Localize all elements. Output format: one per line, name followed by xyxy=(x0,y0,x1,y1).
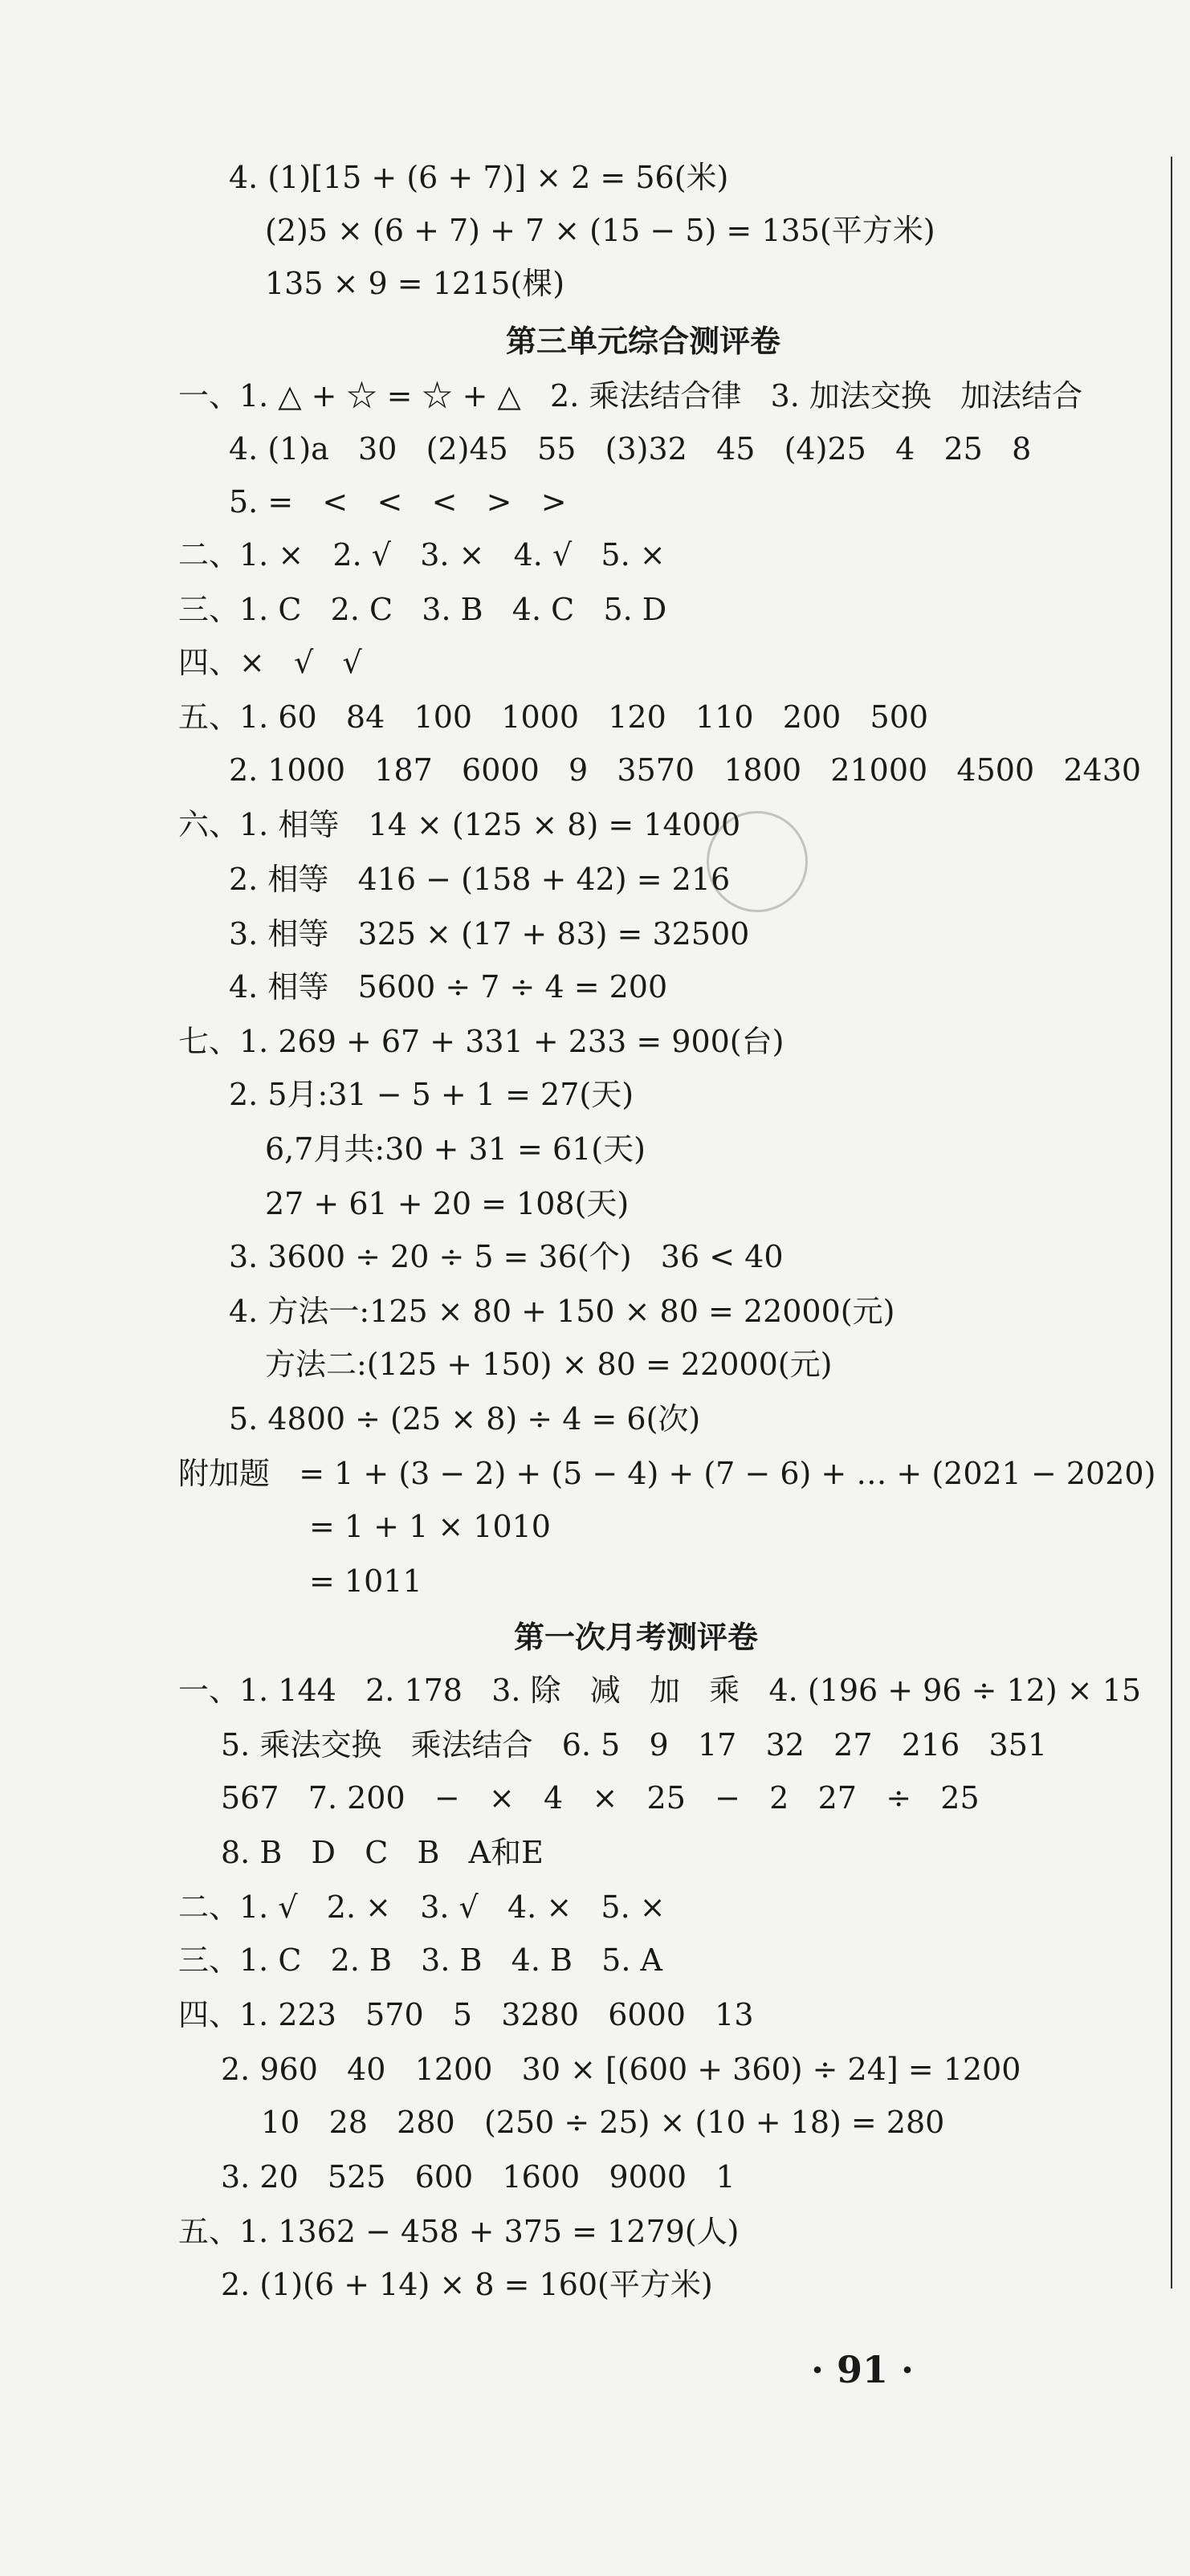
text-line: 4. (1)[15 + (6 + 7)] × 2 = 56(米) xyxy=(229,160,729,195)
text-line: 四、× √ √ xyxy=(178,645,362,680)
text-line: 5. 乘法交换 乘法结合 6. 5 9 17 32 27 216 351 xyxy=(221,1727,1048,1763)
text-line: 27 + 61 + 20 = 108(天) xyxy=(265,1186,630,1221)
page-number: · 91 · xyxy=(811,2348,915,2391)
text-line: (2)5 × (6 + 7) + 7 × (15 − 5) = 135(平方米) xyxy=(265,213,935,248)
text-line: 3. 相等 325 × (17 + 83) = 32500 xyxy=(229,916,750,952)
text-line: 135 × 9 = 1215(棵) xyxy=(265,266,565,301)
text-line: = 1 + 1 × 1010 xyxy=(309,1509,551,1544)
text-line: 3. 3600 ÷ 20 ÷ 5 = 36(个) 36 < 40 xyxy=(229,1239,784,1274)
text-line: 一、1. 144 2. 178 3. 除 减 加 乘 4. (196 + 96 ÷ 12) × 15 xyxy=(178,1673,1142,1708)
text-line: 三、1. C 2. C 3. B 4. C 5. D xyxy=(178,592,667,627)
text-line: 2. (1)(6 + 14) × 8 = 160(平方米) xyxy=(221,2267,713,2302)
text-line: 五、1. 60 84 100 1000 120 110 200 500 xyxy=(178,699,929,735)
text-line: = 1011 xyxy=(309,1563,422,1599)
text-line: 二、1. √ 2. × 3. √ 4. × 5. × xyxy=(178,1889,666,1925)
text-line: 5. 4800 ÷ (25 × 8) ÷ 4 = 6(次) xyxy=(229,1401,701,1437)
text-line: 4. 方法一:125 × 80 + 150 × 80 = 22000(元) xyxy=(229,1294,895,1329)
text-line: 2. 1000 187 6000 9 3570 1800 21000 4500 2430 xyxy=(229,752,1142,788)
text-line: 七、1. 269 + 67 + 331 + 233 = 900(台) xyxy=(178,1024,785,1059)
text-line: 5. = < < < > > xyxy=(229,484,567,520)
text-line: 567 7. 200 − × 4 × 25 − 2 27 ÷ 25 xyxy=(221,1780,980,1816)
text-line: 五、1. 1362 − 458 + 375 = 1279(人) xyxy=(178,2214,740,2249)
text-line: 附加题 = 1 + (3 − 2) + (5 − 4) + (7 − 6) + … + (2021 − 2020) xyxy=(178,1456,1156,1491)
section-title: 第三单元综合测评卷 xyxy=(506,323,781,359)
text-line: 2. 5月:31 − 5 + 1 = 27(天) xyxy=(229,1077,634,1112)
text-line: 4. 相等 5600 ÷ 7 ÷ 4 = 200 xyxy=(229,969,668,1005)
text-line: 3. 20 525 600 1600 9000 1 xyxy=(221,2159,736,2195)
text-line: 2. 相等 416 − (158 + 42) = 216 xyxy=(229,862,731,897)
section-title: 第一次月考测评卷 xyxy=(514,1619,759,1655)
text-line: 4. (1)a 30 (2)45 55 (3)32 45 (4)25 4 25 8 xyxy=(229,431,1032,467)
text-line: 二、1. × 2. √ 3. × 4. √ 5. × xyxy=(178,537,666,573)
text-line: 一、1. △ + ☆ = ☆ + △ 2. 乘法结合律 3. 加法交换 加法结合 xyxy=(178,378,1083,414)
text-line: 8. B D C B A和E xyxy=(221,1835,544,1870)
text-line: 方法二:(125 + 150) × 80 = 22000(元) xyxy=(265,1347,833,1382)
text-line: 10 28 280 (250 ÷ 25) × (10 + 18) = 280 xyxy=(261,2105,945,2140)
text-line: 2. 960 40 1200 30 × [(600 + 360) ÷ 24] = 1200 xyxy=(221,2052,1021,2087)
text-line: 六、1. 相等 14 × (125 × 8) = 14000 xyxy=(178,807,741,842)
text-line: 三、1. C 2. B 3. B 4. B 5. A xyxy=(178,1942,662,1978)
text-line: 6,7月共:30 + 31 = 61(天) xyxy=(265,1131,646,1167)
margin-rule xyxy=(1171,157,1172,2289)
text-line: 四、1. 223 570 5 3280 6000 13 xyxy=(178,1997,754,2032)
